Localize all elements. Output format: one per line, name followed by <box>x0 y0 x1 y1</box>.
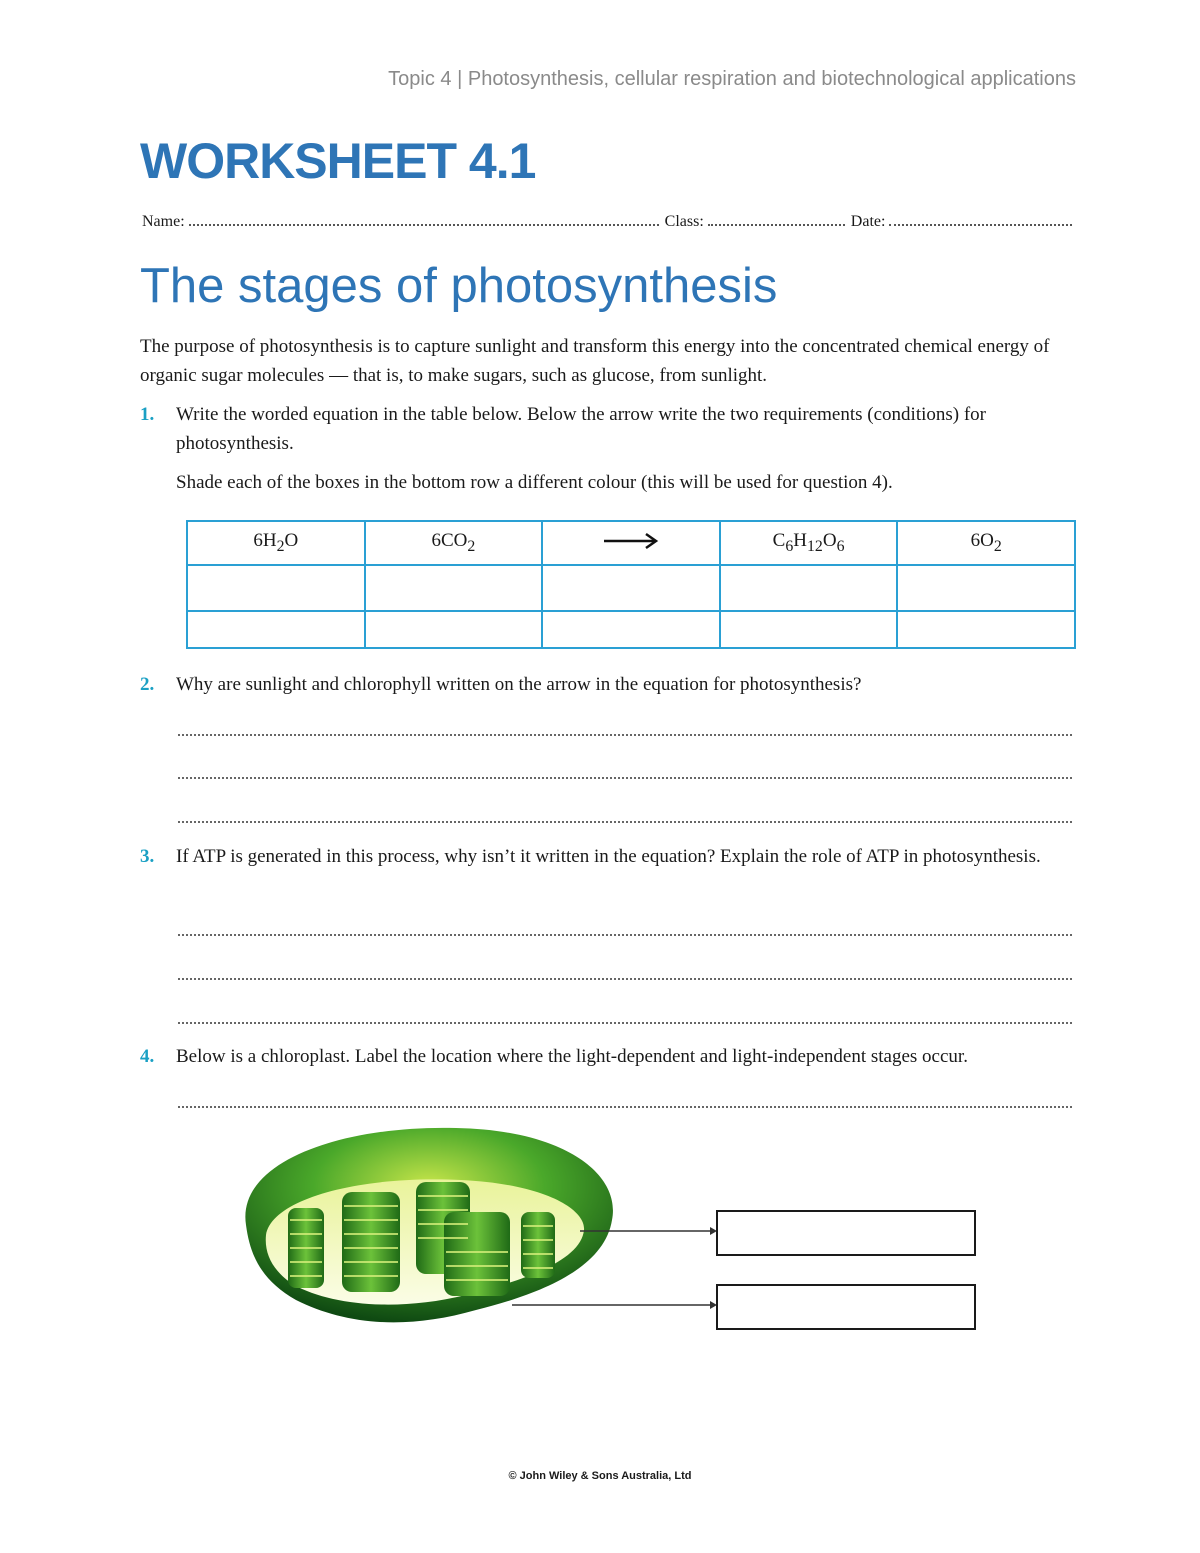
shade-cell[interactable] <box>897 611 1075 648</box>
cell-arrow <box>542 521 720 565</box>
shade-cell[interactable] <box>542 611 720 648</box>
cell-glucose: $C_6H_{12}O_6$ <box>720 521 898 565</box>
answer-line[interactable] <box>178 777 1072 779</box>
label-box-2[interactable] <box>716 1284 976 1330</box>
answer-cell[interactable] <box>542 565 720 611</box>
answer-cell[interactable] <box>187 565 365 611</box>
answer-line[interactable] <box>178 978 1072 980</box>
answer-line[interactable] <box>178 934 1072 936</box>
question-4 <box>140 1042 1080 1071</box>
question-number: 4. <box>140 1046 155 1067</box>
running-head: Topic 4 | Photosynthesis, cellular respiration and biotechnological applications <box>388 68 1076 90</box>
shade-cell[interactable] <box>365 611 543 648</box>
footer-copyright: © John Wiley & Sons Australia, Ltd <box>508 1470 692 1482</box>
question-number: 3. <box>140 846 155 867</box>
label-pointers <box>510 1220 720 1315</box>
page-title: The stages of photosynthesis <box>140 259 778 313</box>
student-details-row <box>140 212 1076 231</box>
answer-line[interactable] <box>178 734 1072 736</box>
name-field[interactable] <box>189 212 659 226</box>
equation-table <box>186 520 1076 649</box>
question-text: Why are sunlight and chlorophyll written on the arrow in the equation for photosynthesis? <box>176 674 862 695</box>
name-label: Name: <box>142 213 185 230</box>
shade-cell[interactable] <box>720 611 898 648</box>
question-text: If ATP is generated in this process, why isn’t it written in the equation? Explain the role of ATP in photosynthesis. <box>176 846 1041 867</box>
answer-line[interactable] <box>178 1106 1072 1108</box>
intro-paragraph: The purpose of photosynthesis is to capture sunlight and transform this energy into the concentrated chemical energy of organic sugar molecules — that is, to make sugars, such as glucose, from sunlight. <box>140 336 1050 386</box>
question-text: Write the worded equation in the table below. Below the arrow write the two requirements (conditions) for photosynthesis. <box>176 404 987 454</box>
class-field[interactable] <box>708 212 845 226</box>
right-arrow-icon <box>602 531 660 551</box>
cell-oxygen: $6O_2$ <box>897 521 1075 565</box>
answer-cell[interactable] <box>897 565 1075 611</box>
answer-line[interactable] <box>178 1022 1072 1024</box>
question-1 <box>140 400 1080 497</box>
cell-water: $6H_2O$ <box>187 521 365 565</box>
worksheet-title: WORKSHEET 4.1 <box>140 133 536 189</box>
answer-line[interactable] <box>178 821 1072 823</box>
label-box-1[interactable] <box>716 1210 976 1256</box>
date-field[interactable] <box>889 212 1072 226</box>
cell-carbon-dioxide: $6CO_2$ <box>365 521 543 565</box>
question-3 <box>140 842 1080 871</box>
question-instruction: Shade each of the boxes in the bottom row a different colour (this will be used for question 4). <box>176 472 893 493</box>
shade-cell[interactable] <box>187 611 365 648</box>
question-number: 1. <box>140 404 155 425</box>
question-number: 2. <box>140 674 155 695</box>
answer-cell[interactable] <box>365 565 543 611</box>
question-text: Below is a chloroplast. Label the location where the light-dependent and light-independent stages occur. <box>176 1046 968 1067</box>
date-label: Date: <box>850 213 886 230</box>
question-2 <box>140 670 1080 699</box>
answer-cell[interactable] <box>720 565 898 611</box>
class-label: Class: <box>664 213 704 230</box>
